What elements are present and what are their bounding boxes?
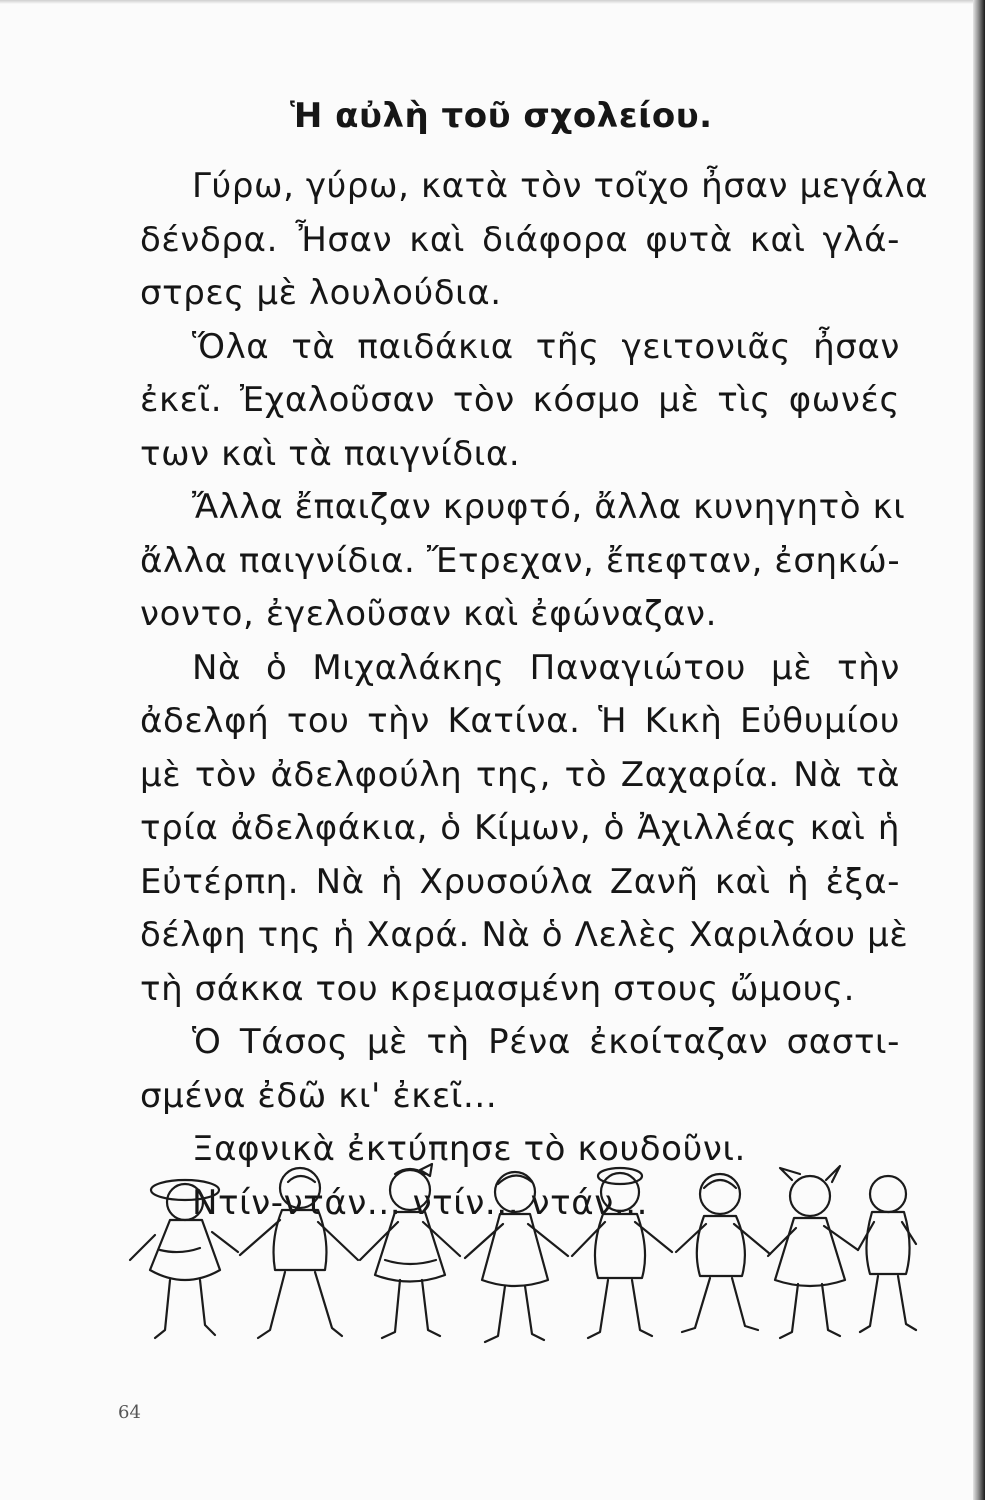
text-line: Ὁ Τάσος μὲ τὴ Ρένα ἐκοίταζαν σαστι- [192,1022,900,1062]
child-figure [465,1172,568,1342]
text-line: Ντίν-ντάν... ντίν... ντάν... [192,1182,649,1223]
body-text [140,160,929,1230]
text-line: νοντο, ἐγελοῦσαν καὶ ἐφώναζαν. [140,594,718,634]
child-figure [240,1168,358,1338]
book-binding-edge [973,0,985,1500]
page-top-edge [0,0,985,4]
child-figure [768,1166,858,1338]
text-line: τρία ἀδελφάκια, ὁ Κίμων, ὁ Ἀχιλλέας καὶ ἡ [140,808,900,848]
text-line: Εὐτέρπη. Νὰ ἡ Χρυσούλα Ζανῆ καὶ ἡ ἐξα- [140,861,900,902]
text-line: Γύρω, γύρω, κατὰ τὸν τοῖχο ἦσαν μεγάλα [192,166,929,206]
child-figure [858,1176,916,1332]
text-line: ἀδελφή του τὴν Κατίνα. Ἡ Κικὴ Εὐθυμίου [140,701,900,741]
text-line: ἐκεῖ. Ἐχαλοῦσαν τὸν κόσμο μὲ τὶς φωνές [140,380,900,420]
text-line: Ἄλλα ἔπαιζαν κρυφτό, ἄλλα κυνηγητὸ κι [192,487,906,527]
text-line: μὲ τὸν ἀδελφούλη της, τὸ Ζαχαρία. Νὰ τὰ [140,754,900,795]
text-line: τὴ σάκκα του κρεμασμένη στους ὤμους. [140,968,855,1009]
child-figure [360,1164,460,1338]
child-figure [676,1174,770,1332]
text-line: ἄλλα παιγνίδια. Ἔτρεχαν, ἔπεφταν, ἐσηκώ- [140,540,901,581]
page-title: Ἡ αὐλὴ τοῦ σχολείου. [290,96,713,136]
text-line: στρες μὲ λουλούδια. [140,273,502,313]
children-dancing-illustration [120,1160,920,1410]
child-figure [130,1180,238,1338]
child-figure [572,1168,672,1338]
text-line: δένδρα. Ἦσαν καὶ διάφορα φυτὰ καὶ γλά- [140,219,900,260]
text-line: Ὅλα τὰ παιδάκια τῆς γειτονιᾶς ἦσαν [192,326,900,367]
text-line: δέλφη της ἡ Χαρά. Νὰ ὁ Λελὲς Χαριλάου μὲ [140,915,909,955]
text-line: σμένα ἐδῶ κι' ἐκεῖ... [140,1075,498,1116]
text-line: των καὶ τὰ παιγνίδια. [140,433,521,474]
text-line: Ξαφνικὰ ἐκτύπησε τὸ κουδοῦνι. [192,1129,746,1169]
page-number: 64 [118,1402,141,1423]
text-line: Νὰ ὁ Μιχαλάκης Παναγιώτου μὲ τὴν [192,647,900,688]
